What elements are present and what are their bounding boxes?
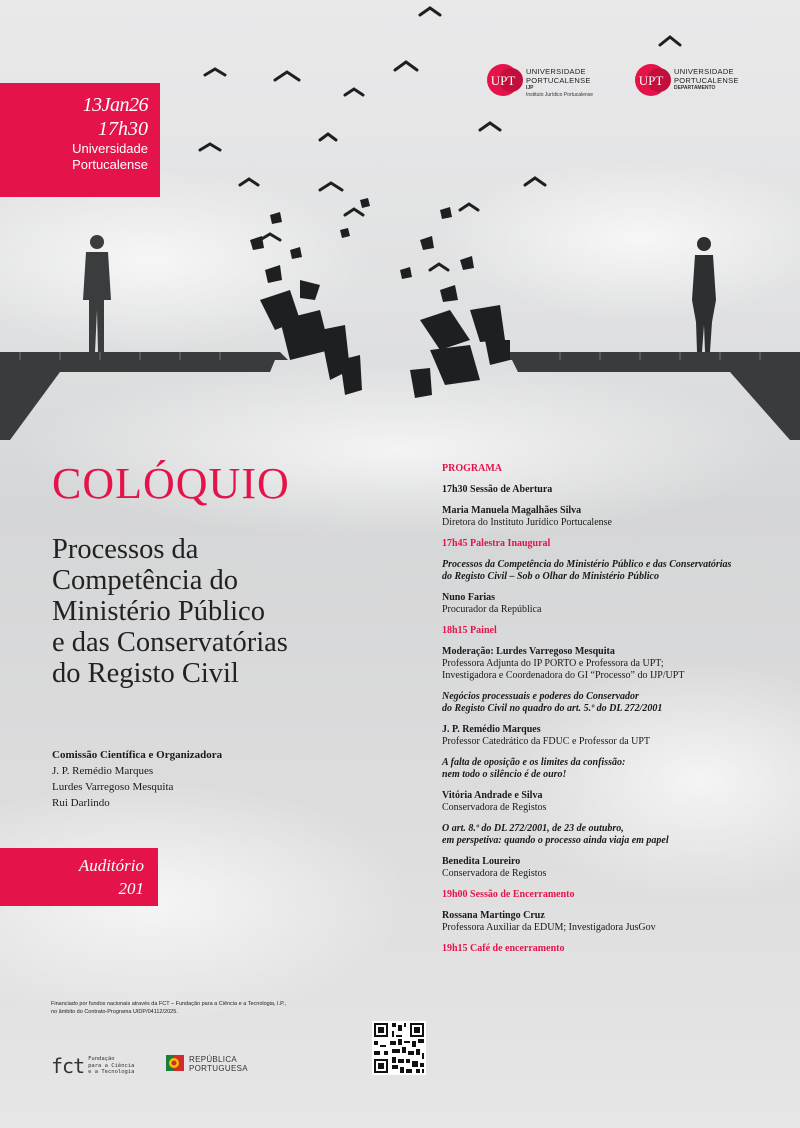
upt-emblem-icon — [631, 60, 671, 100]
logo2-line2: PORTUCALENSE — [674, 75, 739, 85]
event-place-line1: Universidade — [72, 141, 148, 156]
speaker-role: Procurador da República — [442, 604, 542, 615]
event-title: COLÓQUIO — [52, 459, 290, 508]
speaker-role: Professor Catedrático da FDUC e Professor da UPT — [442, 736, 651, 747]
moderator-role: Professora Adjunta do IP PORTO e Professora da UPT; — [442, 658, 664, 669]
room-box — [0, 848, 158, 906]
upt-ijp-logo — [483, 60, 593, 100]
talk-title: do Registo Civil no quadro do art. 5.º do DL 272/2001 — [442, 703, 663, 714]
talk-title: Processos da Competência do Ministério Público e das Conservatórias — [442, 559, 732, 570]
republica-line1: REPÚBLICA — [189, 1055, 238, 1064]
session-inaugural: 17h45 Palestra Inaugural — [442, 538, 551, 549]
speaker-role: Diretora do Instituto Jurídico Portucalense — [442, 517, 612, 528]
subtitle-line: Ministério Público — [52, 596, 265, 627]
logo1-line1: UNIVERSIDADE — [526, 67, 586, 76]
committee-heading: Comissão Científica e Organizadora — [52, 749, 223, 761]
organizing-committee — [52, 747, 222, 811]
speaker-role: Conservadora de Registos — [442, 868, 547, 879]
program-heading: PROGRAMA — [442, 463, 502, 474]
room-number: 201 — [118, 879, 144, 898]
fct-line: Fundação — [88, 1056, 115, 1063]
session-coffee: 19h15 Café de encerramento — [442, 943, 565, 954]
svg-text:UPT: UPT — [638, 73, 664, 88]
qr-code[interactable] — [372, 1021, 426, 1075]
session-panel: 18h15 Painel — [442, 625, 497, 636]
speaker-name: Vitória Andrade e Silva — [442, 790, 543, 801]
subtitle-line: e das Conservatórias — [52, 627, 288, 658]
date-box — [0, 83, 160, 197]
event-time: 17h30 — [98, 118, 148, 140]
institution-logos — [483, 60, 783, 110]
program-schedule — [442, 463, 792, 964]
session-opening: 17h30 Sessão de Abertura — [442, 484, 553, 495]
talk-title: nem todo o silêncio é de ouro! — [442, 769, 567, 780]
fct-line: e a Tecnologia — [88, 1069, 135, 1076]
speaker-role: Conservadora de Registos — [442, 802, 547, 813]
logo1-sub1: IJP — [526, 85, 534, 91]
subtitle-line: Competência do — [52, 565, 238, 596]
talk-title: A falta de oposição e os limites da confissão: — [442, 757, 626, 768]
speaker-name: J. P. Remédio Marques — [442, 724, 541, 735]
republica-portuguesa-logo — [165, 1053, 248, 1075]
funding-note: Financiado por fundos nacionais através da FCT – Fundação para a Ciência e a Tecnologia, I.P., no âmbito do Contrato-Programa UIDP/04112/2025. — [51, 1001, 287, 1015]
logo1-sub2: Instituto Jurídico Portucalense — [526, 92, 593, 98]
logo1-line2: PORTUCALENSE — [526, 75, 591, 85]
moderator-role: Investigadora e Coordenadora do GI “Processo” do IJP/UPT — [442, 670, 685, 681]
upt-emblem-icon — [483, 60, 523, 100]
logo2-sub1: DEPARTAMENTO — [674, 85, 716, 91]
coat-of-arms-icon — [165, 1053, 185, 1075]
committee-member: J. P. Remédio Marques — [52, 765, 154, 777]
session-closing: 19h00 Sessão de Encerramento — [442, 889, 575, 900]
fct-logo — [51, 1054, 134, 1078]
event-subtitle — [52, 534, 432, 689]
republica-line2: PORTUGUESA — [189, 1064, 248, 1073]
fct-mark: fct — [51, 1054, 85, 1078]
talk-title: em perspetiva: quando o processo ainda viaja em papel — [442, 835, 669, 846]
talk-title: do Registo Civil – Sob o Olhar do Ministério Público — [442, 571, 659, 582]
logo2-line1: UNIVERSIDADE — [674, 67, 734, 76]
subtitle-line: Processos da — [52, 534, 199, 565]
speaker-name: Nuno Farias — [442, 592, 496, 603]
speaker-name: Rossana Martingo Cruz — [442, 910, 545, 921]
speaker-name: Benedita Loureiro — [442, 856, 521, 867]
moderator-name: Moderação: Lurdes Varregoso Mesquita — [442, 646, 615, 657]
speaker-role: Professora Auxiliar da EDUM; Investigadora JusGov — [442, 922, 656, 933]
committee-member: Lurdes Varregoso Mesquita — [52, 781, 174, 793]
fct-line: para a Ciência — [88, 1062, 135, 1069]
speaker-name: Maria Manuela Magalhães Silva — [442, 505, 582, 516]
event-place-line2: Portucalense — [72, 157, 148, 172]
subtitle-line: do Registo Civil — [52, 658, 239, 689]
event-date: 13Jan26 — [82, 94, 148, 116]
room-label: Auditório — [78, 856, 144, 875]
svg-text:UPT: UPT — [490, 73, 516, 88]
upt-department-logo — [631, 60, 739, 100]
committee-member: Rui Darlindo — [52, 797, 110, 809]
talk-title: Negócios processuais e poderes do Conservador — [442, 691, 639, 702]
talk-title: O art. 8.º do DL 272/2001, de 23 de outubro, — [442, 823, 624, 834]
